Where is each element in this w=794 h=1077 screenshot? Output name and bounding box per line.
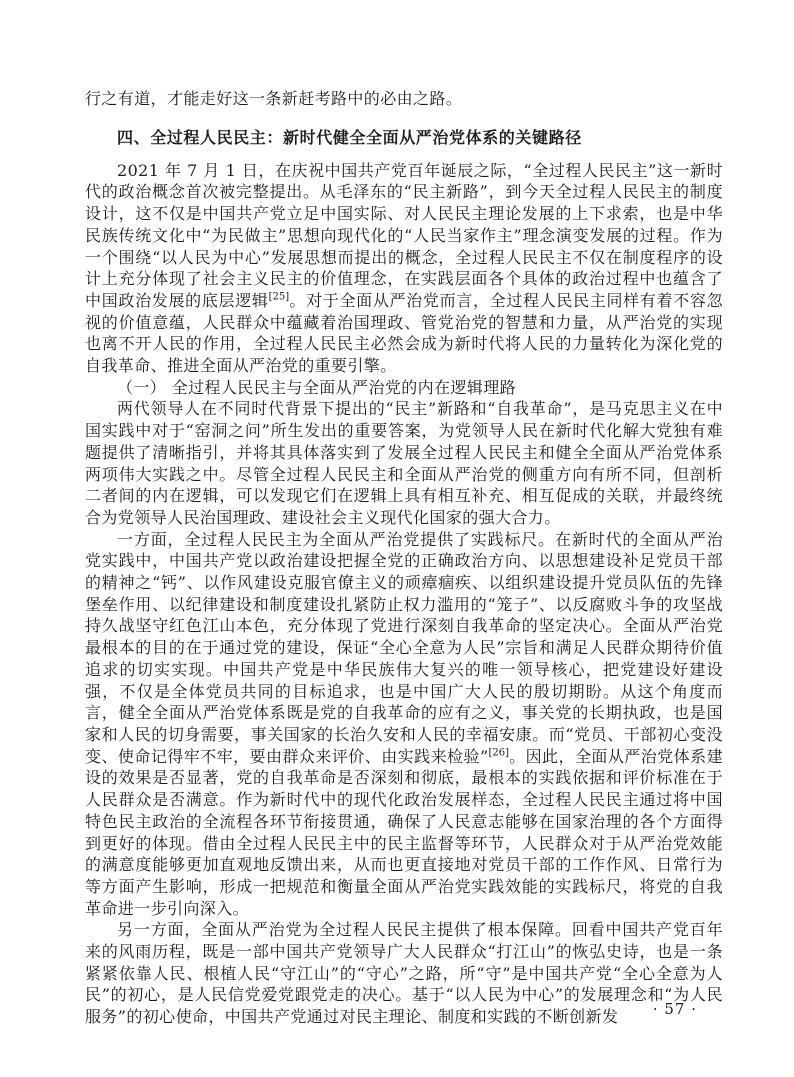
paragraph-1-text-continued: 。对于全面从严治党而言，全过程人民民主同样有着不容忽视的价值意蕴，人民群众中蕴藏着治国理政、管党治党的智慧和力量，从严治党的实现也离不开人民的作用，全过程人民民主必然会成为新时代将人民的力量转化为深化党的自我革命、推进全面从严治党的重要引擎。 [85,290,723,376]
subsection-heading: （一） 全过程人民民主与全面从严治党的内在逻辑理路 [117,377,517,397]
paragraph-3 [85,529,723,920]
paragraph-4: 另一方面，全面从严治党为全过程人民民主提供了根本保障。回看中国共产党百年来的风雨历程，既是一部中国共产党领导广大人民群众“打江山”的恢弘史诗，也是一条紧紧依靠人民、根植人民“守江山”的“守心”之路，所“守”是中国共产党“全心全意为人民”的初心，是人民信党爱党跟党走的决心。基于“以人民为中心”的发展理念和“为人民服务”的初心使命，中国共产党通过对民主理论、制度和实践的不断创新发 [85,920,723,1027]
text-column [85,88,723,1028]
citation-ref-25: [25] [268,291,290,303]
paragraph-2: 两代领导人在不同时代背景下提出的“民主”新路和“自我革命”，是马克思主义在中国实践中对于“窑洞之问”所生发出的重要答案，为党领导人民在新时代化解大党独有难题提供了清晰指引，并将其具体落实到了发展全过程人民民主和健全全面从严治党体系两项伟大实践之中。尽管全过程人民民主和全面从严治党的侧重方向有所不同，但剖析二者间的内在逻辑，可以发现它们在逻辑上具有相互补充、相互促成的关联，并最终统合为党领导人民治国理政、建设社会主义现代化国家的强大合力。 [85,399,723,527]
page-number: · 57 · [652,1000,697,1018]
paragraph-continuation: 行之有道，才能走好这一条新赶考路中的必由之路。 [85,89,463,108]
section-heading: 四、全过程人民民主：新时代健全全面从严治党体系的关键路径 [117,129,582,147]
citation-ref-26: [26] [488,747,510,759]
paragraph-3-text-continued: 。因此，全面从严治党体系建设的效果是否显著，党的自我革命是否深刻和彻底，最根本的实践依据和评价标准在于人民群众是否满意。作为新时代中的现代化政治发展样态，全过程人民民主通过将中国特色民主政治的全流程各环节衔接贯通，确保了人民意志能够在国家治理的各个方面得到更好的体现。借由全过程人民民主中的民主监督等环节，人民群众对于从严治党效能的满意度能够更加直观地反馈出来，从而也更直接地对党员干部的工作作风、日常行为等方面产生影响，形成一把规范和衡量全面从严治党实践效能的实践标尺，将党的自我革命进一步引向深入。 [85,746,723,918]
paragraph-3-text: 一方面，全过程人民民主为全面从严治党提供了实践标尺。在新时代的全面从严治党实践中，中国共产党以政治建设把握全党的正确政治方向、以思想建设补足党员干部的精神之“钙”、以作风建设克服官僚主义的顽瘴痼疾、以组织建设提升党员队伍的先锋堡垒作用、以纪律建设和制度建设扎紧防止权力滥用的“笼子”、以反腐败斗争的攻坚战持久战坚守红色江山本色，充分体现了党进行深刻自我革命的坚定决心。全面从严治党最根本的目的在于通过党的建设，保证“全心全意为人民”宗旨和满足人民群众期待价值追求的切实实现。中国共产党是中华民族伟大复兴的唯一领导核心，把党建设好建设强，不仅是全体党员共同的目标追求，也是中国广大人民的殷切期盼。从这个角度而言，健全全面从严治党体系既是党的自我革命的应有之义，事关党的长期执政，也是国家和人民的切身需要，事关国家的长治久安和人民的幸福安康。而“党员、干部初心变没变、使命记得牢不牢，要由群众来评价、由实践来检验” [85,529,723,766]
paragraph-1 [85,160,723,377]
paragraph-1-text: 2021 年 7 月 1 日，在庆祝中国共产党百年诞辰之际，“全过程人民民主”这一新时代的政治概念首次被完整提出。从毛泽东的“民主新路”，到今天全过程人民民主的制度设计，这不仅是中国共产党立足中国实际、对人民民主理论发展的上下求索，也是中华民族传统文化中“为民做主”思想向现代化的“人民当家作主”理念演变发展的过程。作为一个围绕“以人民为中心”发展思想而提出的概念，全过程人民民主不仅在制度程序的设计上充分体现了社会主义民主的价值理念，在实践层面各个具体的政治过程中也蕴含了中国政治发展的底层逻辑 [85,160,723,310]
